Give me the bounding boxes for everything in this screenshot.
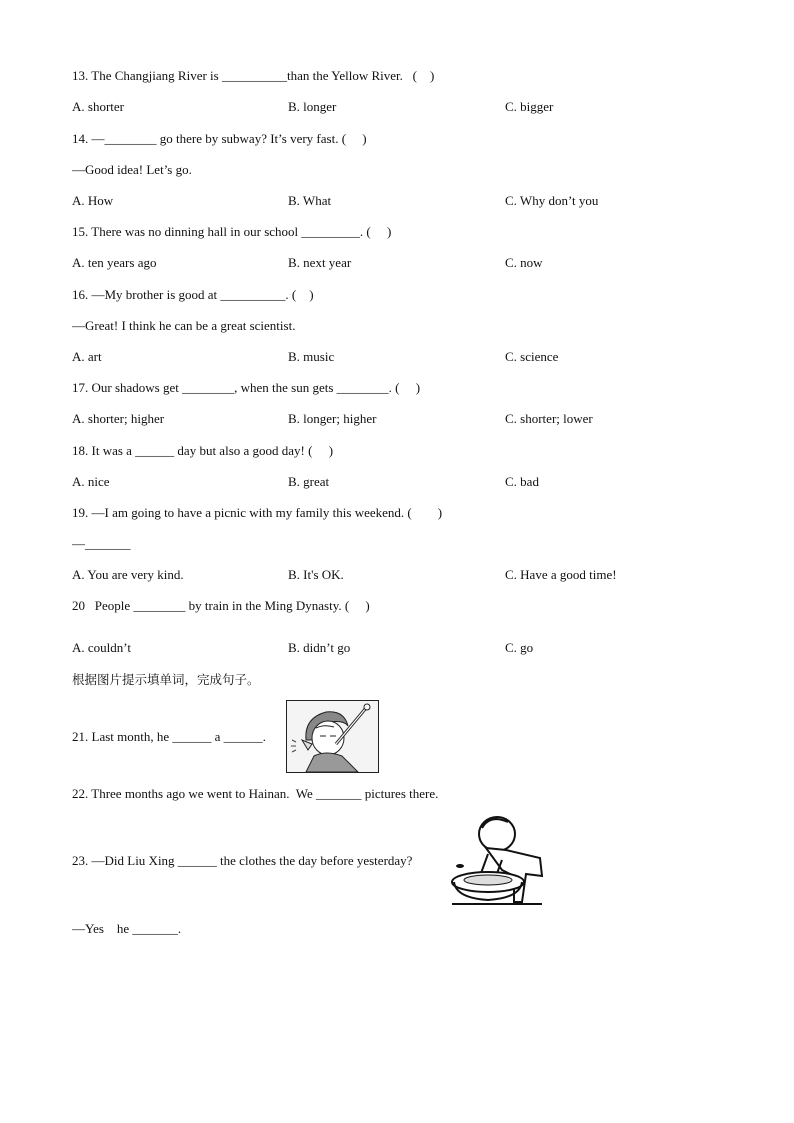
q14-option-a: A. How <box>72 193 114 208</box>
q14-option-b: B. What <box>288 193 332 208</box>
question-16-reply: —Great! I think he can be a great scientist. <box>72 318 296 333</box>
q18-option-b: B. great <box>288 474 330 489</box>
q16-option-b: B. music <box>288 349 335 364</box>
q17-option-c: C. shorter; lower <box>505 411 593 426</box>
question-13-stem: 13. The Changjiang River is __________than the Yellow River. ( ) <box>72 68 435 83</box>
q15-option-b: B. next year <box>288 255 352 270</box>
q20-option-b: B. didn’t go <box>288 640 351 655</box>
question-17-stem: 17. Our shadows get ________, when the sun gets ________. ( ) <box>72 380 421 395</box>
question-21: 21. Last month, he ______ a ______. <box>72 729 266 744</box>
q13-option-a: A. shorter <box>72 99 124 114</box>
boy-washing-clothes-image <box>450 814 546 908</box>
question-23: 23. —Did Liu Xing ______ the clothes the day before yesterday? <box>72 853 413 868</box>
q19-option-c: C. Have a good time! <box>505 567 617 582</box>
q13-option-c: C. bigger <box>505 99 554 114</box>
q17-option-a: A. shorter; higher <box>72 411 165 426</box>
question-18-stem: 18. It was a ______ day but also a good day! ( ) <box>72 443 334 458</box>
question-23-reply: —Yes he _______. <box>72 921 182 936</box>
q20-option-a: A. couldn’t <box>72 640 131 655</box>
q15-option-c: C. now <box>505 255 543 270</box>
question-22: 22. Three months ago we went to Hainan. We _______ pictures there. <box>72 786 439 801</box>
question-20-stem: 20 People ________ by train in the Ming Dynasty. ( ) <box>72 598 370 613</box>
q15-option-a: A. ten years ago <box>72 255 157 270</box>
question-19-stem: 19. —I am going to have a picnic with my family this weekend. ( ) <box>72 505 443 520</box>
q16-option-a: A. art <box>72 349 102 364</box>
q18-option-c: C. bad <box>505 474 539 489</box>
question-14-stem: 14. —________ go there by subway? It’s very fast. ( ) <box>72 131 367 146</box>
q16-option-c: C. science <box>505 349 559 364</box>
question-16-stem: 16. —My brother is good at __________. ( ) <box>72 287 314 302</box>
q20-option-c: C. go <box>505 640 534 655</box>
question-19-reply: —_______ <box>72 536 131 551</box>
q19-option-a: A. You are very kind. <box>72 567 184 582</box>
section-title: 根据图片提示填单词，完成句子。 <box>72 672 260 687</box>
question-14-reply: —Good idea! Let’s go. <box>72 162 192 177</box>
q19-option-b: B. It's OK. <box>288 567 344 582</box>
q17-option-b: B. longer; higher <box>288 411 377 426</box>
q14-option-c: C. Why don’t you <box>505 193 599 208</box>
question-15-stem: 15. There was no dinning hall in our school _________. ( ) <box>72 224 392 239</box>
q18-option-a: A. nice <box>72 474 110 489</box>
q13-option-b: B. longer <box>288 99 337 114</box>
sick-boy-thermometer-image <box>286 700 379 773</box>
